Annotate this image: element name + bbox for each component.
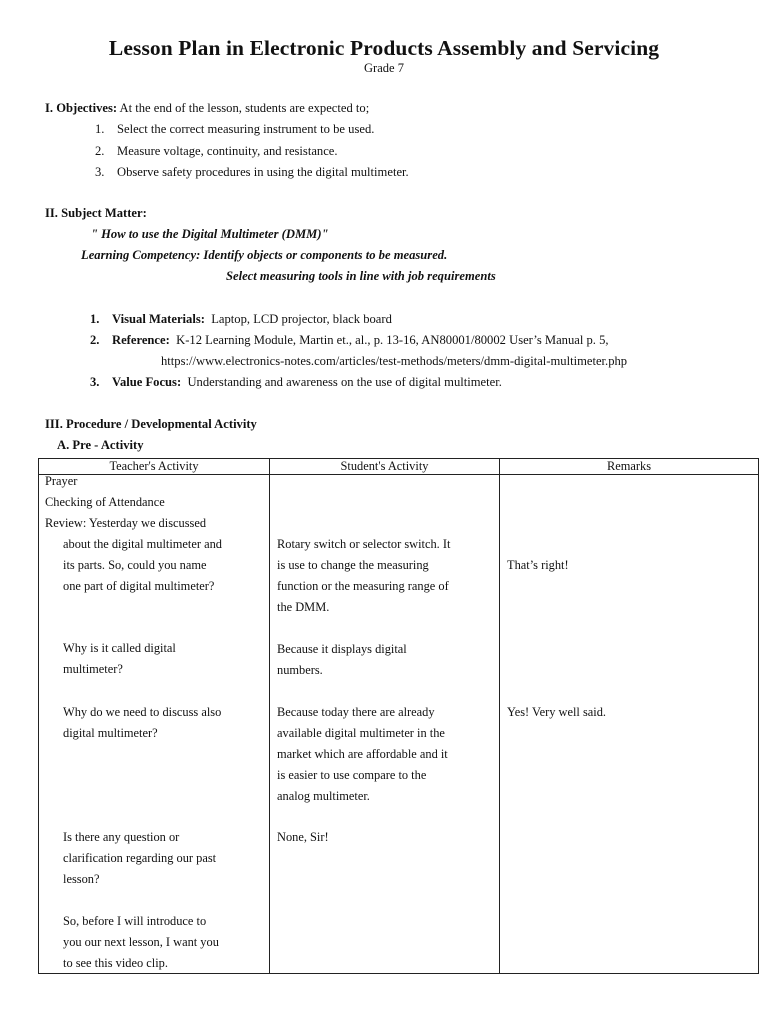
objectives-section — [45, 101, 369, 116]
column-header-student: Student's Activity — [270, 459, 500, 475]
value-focus: 3. Value Focus: Understanding and awareness on the use of digital multimeter. — [90, 375, 502, 389]
objective-item: 1. Select the correct measuring instrument to be used. — [95, 122, 375, 136]
activity-table — [38, 458, 759, 974]
table-header-row — [39, 459, 759, 475]
objective-item: 3. Observe safety procedures in using the digital multimeter. — [95, 165, 409, 179]
remarks-cell: That’s right! Yes! Very well said. — [500, 475, 759, 974]
visual-materials: 1. Visual Materials: Laptop, LCD projector, black board — [90, 312, 392, 326]
lesson-topic: " How to use the Digital Multimeter (DMM)" — [91, 227, 329, 241]
learning-competency-cont: Select measuring tools in line with job requirements — [226, 269, 496, 283]
objective-item: 2. Measure voltage, continuity, and resistance. — [95, 144, 338, 158]
subject-matter-heading: II. Subject Matter: — [45, 206, 147, 220]
grade-label: Grade 7 — [364, 61, 404, 75]
objectives-heading: I. Objectives: — [45, 101, 118, 115]
reference-url: https://www.electronics-notes.com/articles/test-methods/meters/dmm-digital-multimeter.php — [161, 354, 628, 368]
reference: 2. Reference: K-12 Learning Module, Martin et., al., p. 13-16, AN80001/80002 User’s Manual p. 5, — [90, 333, 609, 347]
document-title: Lesson Plan in Electronic Products Assembly and Servicing — [108, 36, 660, 60]
learning-competency: Learning Competency: Identify objects or components to be measured. — [81, 248, 448, 262]
objectives-intro: At the end of the lesson, students are expected to; — [119, 101, 370, 115]
column-header-remarks: Remarks — [500, 459, 759, 475]
column-header-teacher: Teacher's Activity — [39, 459, 270, 475]
procedure-heading: III. Procedure / Developmental Activity — [45, 417, 257, 431]
student-activity-cell: Rotary switch or selector switch. It is use to change the measuring function or the measuring range of the DMM. Because it displays digital numbers. Because today there are already available digital multimeter in the market which are affordable and it is easier to use compare to the analog multimeter. None, Sir! — [270, 475, 500, 974]
pre-activity-heading: A. Pre - Activity — [57, 438, 144, 452]
teacher-activity-cell: Prayer Checking of Attendance Review: Yesterday we discussed about the digital multimeter and its parts. So, could you name one part of digital multimeter? Why is it called digital multimeter? Why do we need to discuss also digital multimeter? Is there any question or clarification regarding our past lesson? So, before I will introduce to you our next lesson, I want you to see this video clip. — [39, 475, 270, 974]
table-row — [39, 475, 759, 974]
